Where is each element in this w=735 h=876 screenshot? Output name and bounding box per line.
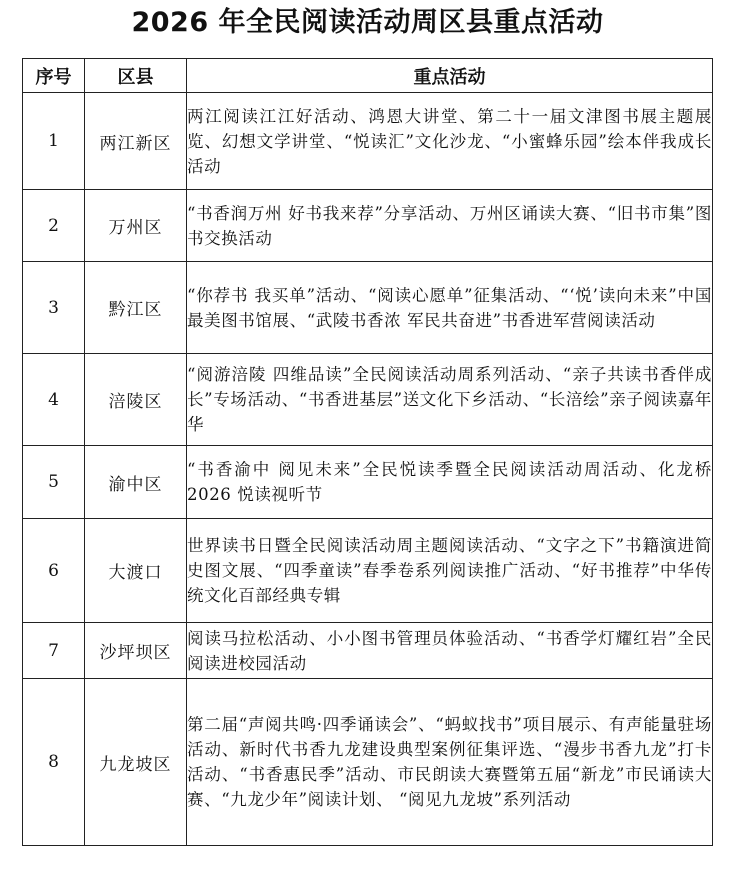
row-activities: 阅读马拉松活动、小小图书管理员体验活动、“书香学灯耀红岩”全民阅读进校园活动 — [187, 623, 713, 679]
table-row — [23, 446, 713, 519]
row-index: 2 — [23, 190, 85, 262]
row-index: 3 — [23, 262, 85, 354]
table-row — [23, 262, 713, 354]
table-header-row — [23, 59, 713, 93]
row-index: 4 — [23, 354, 85, 446]
row-district: 涪陵区 — [85, 354, 187, 446]
header-district: 区县 — [85, 59, 187, 93]
table-row — [23, 519, 713, 623]
row-activities: “书香渝中 阅见未来”全民悦读季暨全民阅读活动周活动、化龙桥 2026 悦读视听节 — [187, 446, 713, 519]
row-district: 九龙坡区 — [85, 679, 187, 846]
row-index: 1 — [23, 93, 85, 190]
row-index: 8 — [23, 679, 85, 846]
row-district: 大渡口 — [85, 519, 187, 623]
table-row — [23, 190, 713, 262]
row-activities: “你荐书 我买单”活动、“阅读心愿单”征集活动、“‘悦’读向未来”中国最美图书馆展、“武陵书香浓 军民共奋进”书香进军营阅读活动 — [187, 262, 713, 354]
row-activities: 世界读书日暨全民阅读活动周主题阅读活动、“文字之下”书籍演进简史图文展、“四季童读”春季卷系列阅读推广活动、“好书推荐”中华传统文化百部经典专辑 — [187, 519, 713, 623]
table-row — [23, 93, 713, 190]
row-district: 沙坪坝区 — [85, 623, 187, 679]
header-activities: 重点活动 — [187, 59, 713, 93]
row-district: 两江新区 — [85, 93, 187, 190]
table-row — [23, 623, 713, 679]
activities-table — [22, 58, 713, 846]
page-title: 2026 年全民阅读活动周区县重点活动 — [131, 7, 604, 38]
row-index: 7 — [23, 623, 85, 679]
row-activities: “阅游涪陵 四维品读”全民阅读活动周系列活动、“亲子共读书香伴成长”专场活动、“书香进基层”送文化下乡活动、“长涪绘”亲子阅读嘉年华 — [187, 354, 713, 446]
table-row — [23, 679, 713, 846]
row-district: 黔江区 — [85, 262, 187, 354]
row-activities: 第二届“声阅共鸣·四季诵读会”、“蚂蚁找书”项目展示、有声能量驻场活动、新时代书香九龙建设典型案例征集评选、“漫步书香九龙”打卡活动、“书香惠民季”活动、市民朗读大赛暨第五届“新龙”市民诵读大赛、“九龙少年”阅读计划、 “阅见九龙坡”系列活动 — [187, 679, 713, 846]
row-district: 万州区 — [85, 190, 187, 262]
row-index: 6 — [23, 519, 85, 623]
header-index: 序号 — [23, 59, 85, 93]
row-index: 5 — [23, 446, 85, 519]
row-district: 渝中区 — [85, 446, 187, 519]
row-activities: 两江阅读江江好活动、鸿恩大讲堂、第二十一届文津图书展主题展览、幻想文学讲堂、“悦读汇”文化沙龙、“小蜜蜂乐园”绘本伴我成长活动 — [187, 93, 713, 190]
table-row — [23, 354, 713, 446]
row-activities: “书香润万州 好书我来荐”分享活动、万州区诵读大赛、“旧书市集”图书交换活动 — [187, 190, 713, 262]
